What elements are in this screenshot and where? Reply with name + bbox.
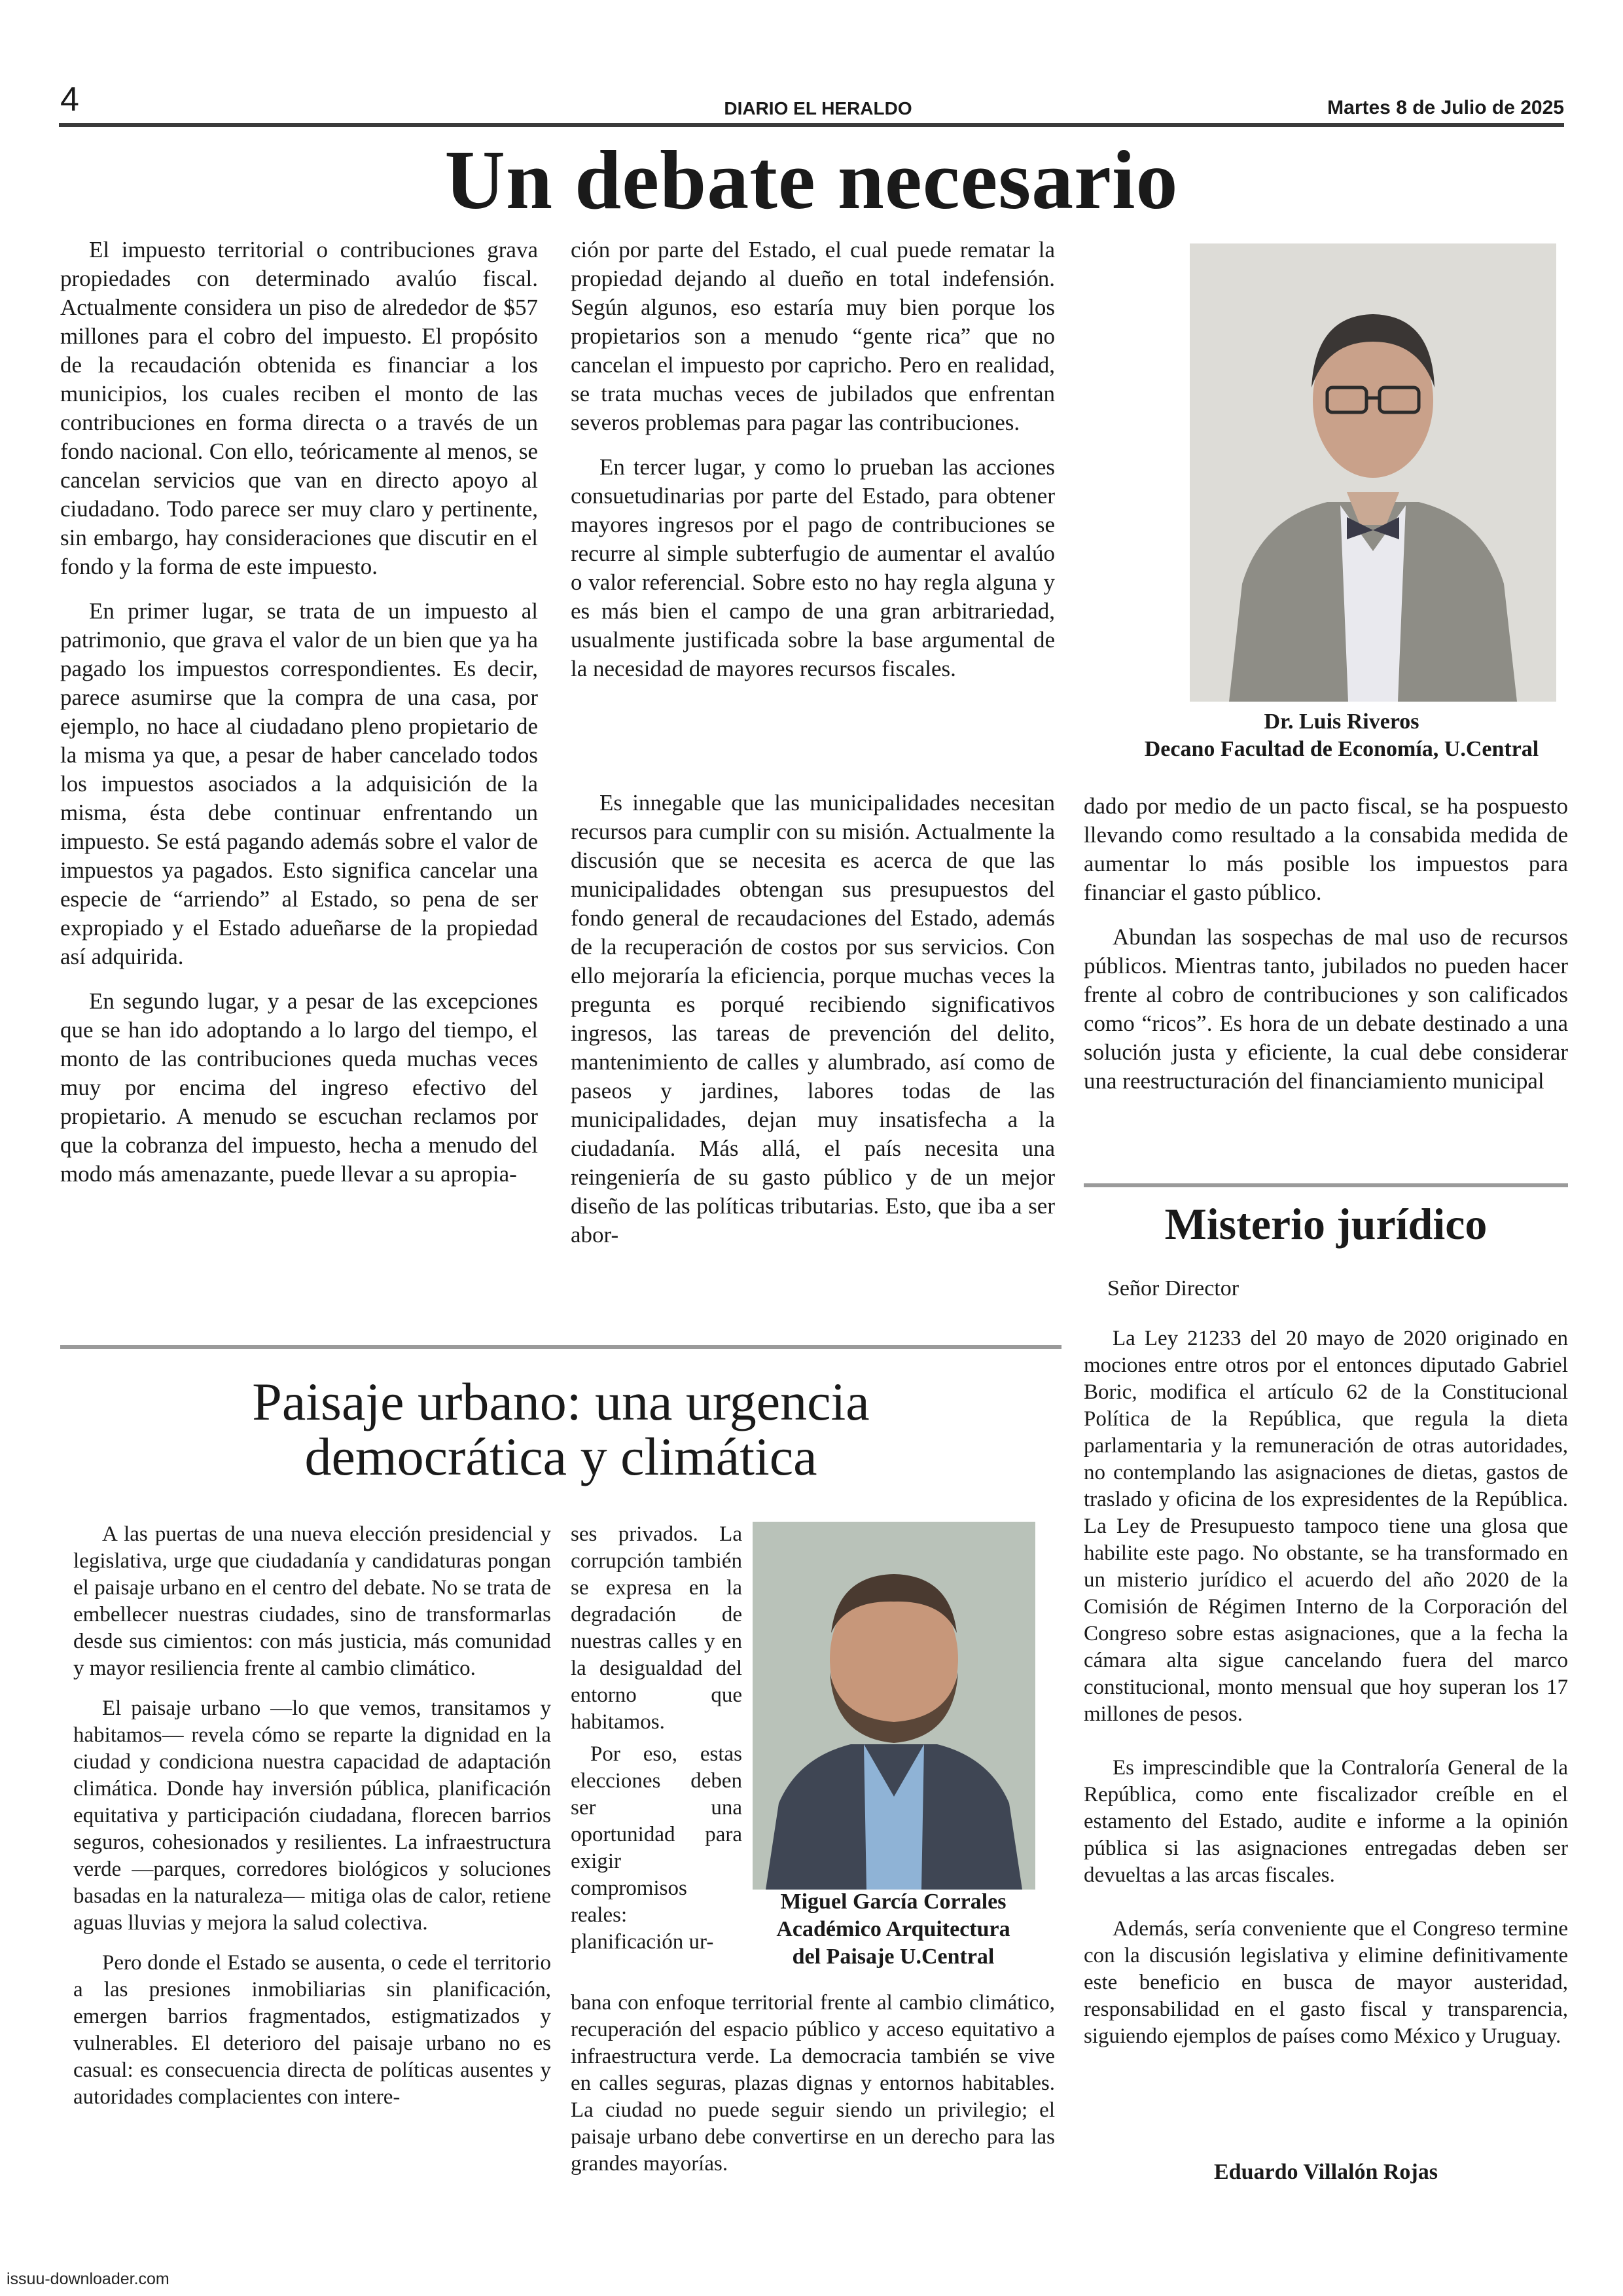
author-name: Miguel García Corrales [780,1890,1007,1914]
watermark: issuu-downloader.com [7,2270,169,2288]
article2-column-2-wide [571,1990,1055,2178]
author-caption-riveros [1113,708,1571,763]
article1-paragraph: En primer lugar, se trata de un impuesto al patrimonio, que grava el valor de un bien que ya ha pagado los impuestos correspondientes. Es decir, parece asumirse que la compra de una casa, por ejemplo, no hace al ciudadano pleno propietario de la misma ya que, a pesar de haber cancelado todos los impuestos asociados a la adquisición de la misma, ésta debe continuar enfrentando un impuesto. Se está pagando además sobre el valor de impuestos ya pagados. Esto significa cancelar una especie de “arriendo” al Estado, so pena de ser expropiado y el Estado adueñarse de la propiedad así adquirida. [60,598,538,969]
article1-paragraph: El impuesto territorial o contribuciones grava propiedades con determinado avalúo fiscal. Actualmente considera un piso de alrededor de $57 millones para el cobro del impuesto. El propósito de la recaudación obtenida es financiar a los municipios, los cuales reciben el monto de las contribuciones en forma directa o a través de un fondo nacional. Con ello, teóricamente al menos, se cancelan servicios que van en directo apoyo al ciudadano. Todo parece ser muy claro y pertinente, sin embargo, hay consideraciones que discutir en el fondo y la forma de este impuesto. [60,237,538,579]
article2-column-1 [73,1521,551,2111]
article2-paragraph: ses privados. La corrupción también se expresa en la degradación de nuestras calles y en la desigualdad del entorno que habitamos. [571,1522,742,1734]
newspaper-name: DIARIO EL HERALDO [724,98,912,118]
headline-paisaje-urbano [60,1374,1061,1484]
author-title: del Paisaje U.Central [792,1945,995,1969]
author-photo-garcia [753,1522,1035,1890]
headline-misterio-juridico: Misterio jurídico [1164,1199,1488,1249]
section-divider-left [60,1345,1061,1349]
author-name: Dr. Luis Riveros [1264,709,1419,734]
article2-paragraph: bana con enfoque territorial frente al cambio climático, recuperación del espacio público y acceso equitativo a infraestructura verde. La democracia también se vive en calles seguras, plazas dignas y entornos habitables. La ciudad no puede seguir siendo un privilegio; el paisaje urbano debe convertirse en un derecho para las grandes mayorías. [571,1991,1055,2176]
headline-line: Paisaje urbano: una urgencia [252,1372,870,1431]
author-title: Académico Arquitectura [776,1917,1010,1941]
section-divider-right [1084,1183,1568,1187]
article1-column-2-continued [571,789,1055,1249]
author-photo-riveros [1190,243,1556,702]
article2-column-2-narrow [571,1521,742,1956]
headline-un-debate-necesario: Un debate necesario [444,134,1179,226]
article2-paragraph: Por eso, estas elecciones deben ser una oportunidad para exigir compromisos reales: planificación ur- [571,1742,742,1954]
article1-paragraph: En tercer lugar, y como lo prueban las acciones consuetudinarias por parte del Estado, para obtener mayores ingresos por el pago de contribuciones se recurre al simple subterfugio de aumentar el avalúo o valor referencial. Sobre esto no hay regla alguna y es más bien el campo de una gran arbitrariedad, usualmente justificada sobre la base argumental de la necesidad de mayores recursos fiscales. [571,454,1055,681]
header-rule [59,123,1564,127]
letter-body [1084,1325,1568,2077]
article1-paragraph: Abundan las sospechas de mal uso de recursos públicos. Mientras tanto, jubilados no pueden hacer frente al cobro de contribuciones y son calificados como “ricos”. Es hora de un debate destinado a una solución justa y eficiente, la cual debe considerar una reestructuración del financiamiento municipal [1084,924,1568,1094]
article1-paragraph: ción por parte del Estado, el cual puede rematar la propiedad dejando al dueño en total indefensión. Según algunos, eso estaría muy bien porque los propietarios son a menudo “gente rica” que no cancelan el impuesto por capricho. Pero en realidad, se trata muchas veces de jubilados que enfrentan severos problemas para pagar las contribuciones. [571,237,1055,435]
letter-paragraph: La Ley 21233 del 20 mayo de 2020 originado en mociones entre otros por el entonces diputado Gabriel Boric, modifica el artículo 62 de la Constitucional Política de la República, que regula la dieta parlamentaria y la remuneración de otras autoridades, no contemplando las asignaciones de dietas, gastos de traslado y oficina de los expresidentes de la República. La Ley de Presupuesto tampoco tiene una glosa que habilite este pago. No obstante, se ha transformado en un misterio jurídico el acuerdo del año 2020 de la Comisión de Régimen Interno de la Corporación del Congreso sobre estas asignaciones, que a la fecha la cámara alta sigue cancelando fuera del marco constitucional, monto mensual que hoy superan los 17 millones de pesos. [1084,1327,1568,1726]
author-title: Decano Facultad de Economía, U.Central [1144,737,1539,761]
article1-paragraph: dado por medio de un pacto fiscal, se ha pospuesto llevando como resultado a la consabida medida de aumentar lo más posible los impuestos para financiar el gasto público. [1084,793,1568,905]
article1-column-1 [60,236,538,1189]
article2-paragraph: Pero donde el Estado se ausenta, o cede el territorio a las presiones inmobiliarias sin planificación, emergen barrios fragmentados, estigmatizados y vulnerables. El deterioro del paisaje urbano no es casual: es consecuencia directa de políticas ausentes y autoridades complacientes con intere- [73,1951,551,2109]
portrait-man-glasses-bowtie-image [1190,243,1556,702]
author-caption-garcia [733,1888,1054,1971]
article1-paragraph: En segundo lugar, y a pesar de las excepciones que se han ido adoptando a lo largo del tiempo, el monto de las contribuciones queda muchas veces muy por encima del ingreso efectivo del propietario. A menudo se escuchan reclamos por que la cobranza del impuesto, hecha a menudo del modo más amenazante, puede llevar a su apropia- [60,988,538,1187]
letter-signature: Eduardo Villalón Rojas [1214,2160,1438,2184]
portrait-man-beard-image [753,1522,1035,1890]
letter-paragraph: Además, sería conveniente que el Congreso termine con la discusión legislativa y elimine definitivamente este beneficio en busca de mayor austeridad, responsabilidad en el gasto fiscal y transparencia, siguiendo ejemplos de países como México y Uruguay. [1084,1917,1568,2048]
headline-line: democrática y climática [304,1427,817,1486]
article2-paragraph: A las puertas de una nueva elección presidencial y legislativa, urge que ciudadanía y candidaturas pongan el paisaje urbano en el centro del debate. No se trata de embellecer nuestras ciudades, sino de transformarlas desde sus cimientos: con más justicia, más comunidad y mayor resiliencia frente al cambio climático. [73,1522,551,1680]
letter-paragraph: Es imprescindible que la Contraloría General de la República, como ente fiscalizador creíble en el estamento del Estado, audite e informe a la opinión pública si las asignaciones entregadas deben ser devueltas a las arcas fiscales. [1084,1756,1568,1887]
page-number: 4 [60,81,79,118]
issue-date: Martes 8 de Julio de 2025 [1327,97,1564,118]
article1-column-3-continued [1084,792,1568,1096]
article1-paragraph: Es innegable que las municipalidades necesitan recursos para cumplir con su misión. Actualmente la discusión que se necesita es acerca de que las municipalidades obtengan sus presupuestos del fondo general de recaudaciones del Estado, además de la recuperación de costos por sus servicios. Con ello mejoraría la eficiencia, porque muchas veces la pregunta es porqué recibiendo significativos ingresos, las tareas de prevención del delito, mantenimiento de calles y alumbrado, así como de paseos y jardines, labores todas de las municipalidades, dejan muy insatisfecha a la ciudadanía. Más allá, el país necesita una reingeniería de su gasto público y de un mejor diseño de las políticas tributarias. Esto, que iba a ser abor- [571,790,1055,1247]
article1-column-2 [571,236,1055,683]
article2-paragraph: El paisaje urbano —lo que vemos, transitamos y habitamos— revela cómo se reparte la dignidad en la ciudad y condiciona nuestra capacidad de adaptación climática. Donde hay inversión pública, planificación equitativa y participación ciudadana, florecen barrios seguros, cohesionados y resilientes. La infraestructura verde —parques, corredores biológicos y soluciones basadas en la naturaleza— mitiga olas de calor, retiene aguas lluvias y mejora la salud colectiva. [73,1696,551,1935]
letter-salutation: Señor Director [1107,1276,1240,1300]
